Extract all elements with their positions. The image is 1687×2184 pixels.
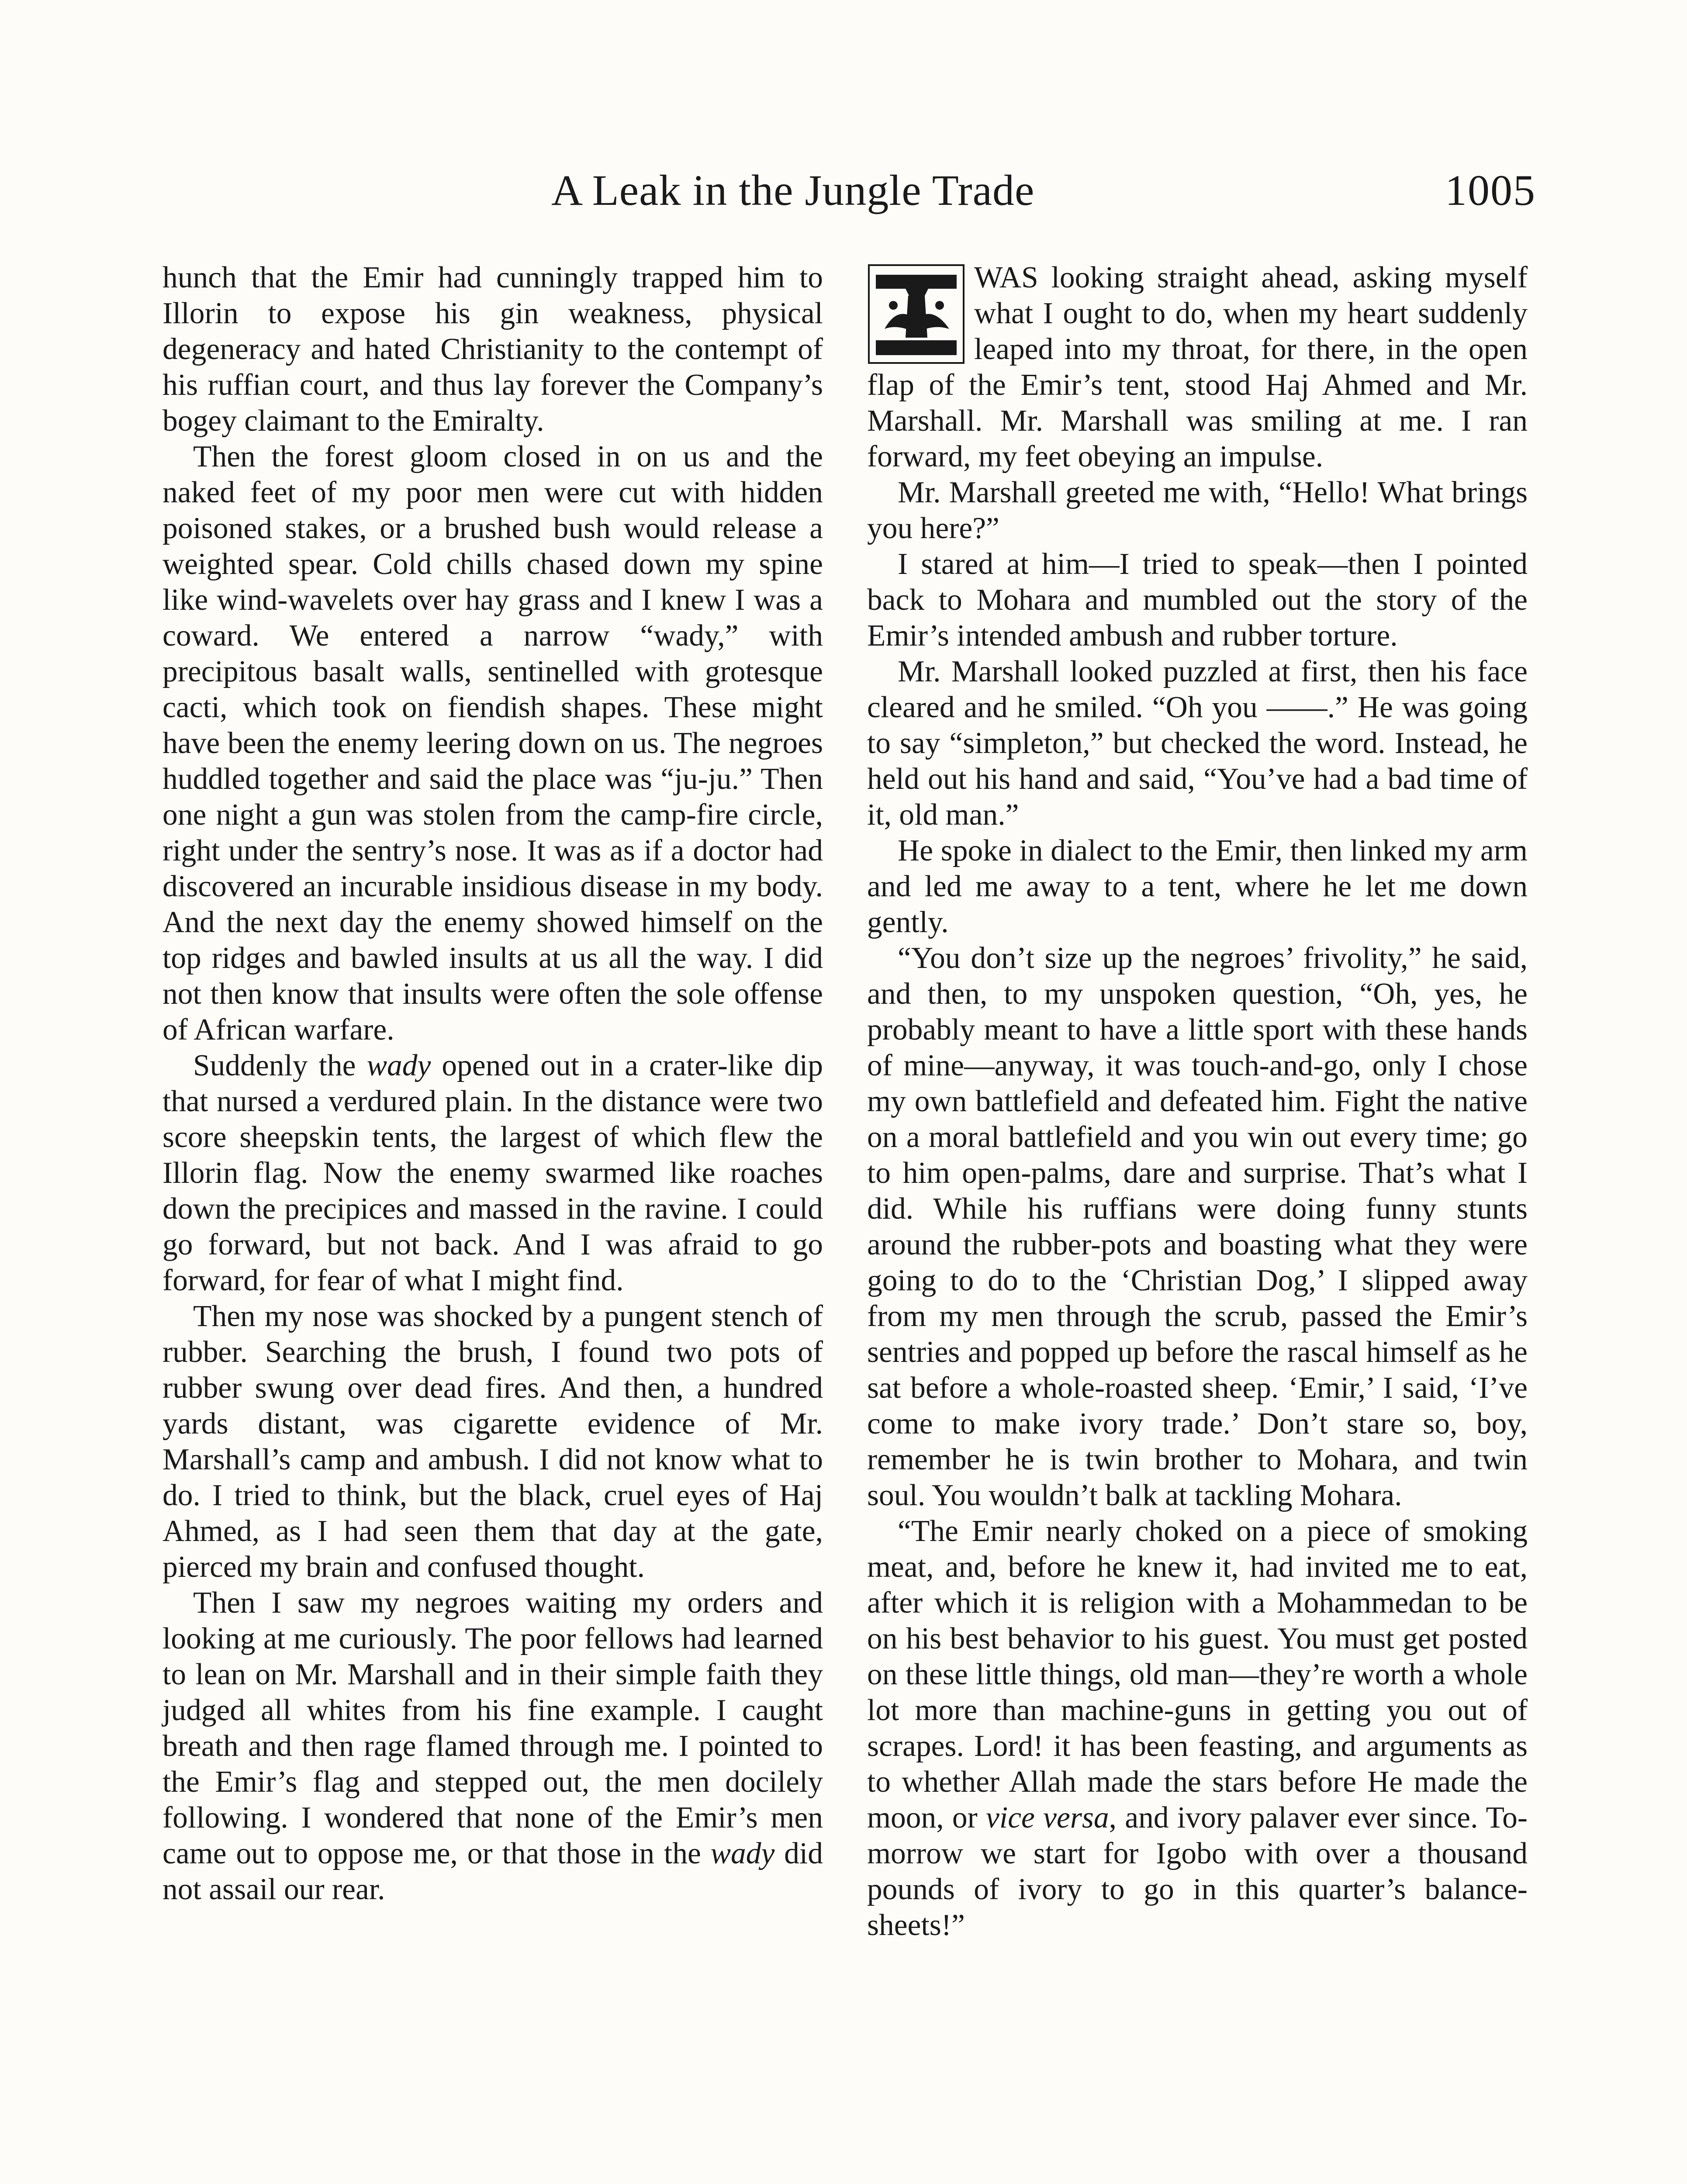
paragraph bbox=[867, 260, 1528, 475]
paragraph: Mr. Marshall greeted me with, “Hello! What brings you here?” bbox=[867, 476, 1528, 545]
text-run: Suddenly the bbox=[193, 1049, 367, 1082]
paragraph: Then my nose was shocked by a pungent stench of rubber. Searching the brush, I found two pots of rubber swung over dead fires. And then, a hundred yards distant, was cigarette evidence of Mr. Marshall’s camp and ambush. I did not know what to do. I tried to think, but the black, cruel eyes of Haj Ahmed, as I had seen them that day at the gate, pierced my brain and confused thought. bbox=[162, 1299, 823, 1584]
paragraph: “You don’t size up the negroes’ frivolity,” he said, and then, to my unspoken question, “Oh, yes, he probably meant to have a little sport with these hands of mine—anyway, it was touch-and-go, only I chose my own battlefield and defeated him. Fight the native on a moral battlefield and you win out every time; go to him open-palms, dare and surprise. That’s what I did. While his ruffians were doing funny stunts around the rubber-pots and boasting what they were going to do to the ‘Christian Dog,’ I slipped away from my men through the scrub, passed the Emir’s sentries and popped up before the rascal himself as he sat before a whole-roasted sheep. ‘Emir,’ I said, ‘I’ve come to make ivory trade.’ Don’t stare so, boy, remember he is twin brother to Mohara, and twin soul. You wouldn’t balk at tackling Mohara. bbox=[867, 941, 1528, 1512]
paragraph: I stared at him—I tried to speak—then I pointed back to Mohara and mumbled out the story of the Emir’s intended ambush and rubber torture. bbox=[867, 547, 1528, 653]
paragraph bbox=[867, 1514, 1528, 1943]
paragraph: Then the forest gloom closed in on us and the naked feet of my poor men were cut with hidden poisoned stakes, or a brushed bush would release a weighted spear. Cold chills chased down my spine like wind-wavelets over hay grass and I knew I was a coward. We entered a narrow “wady,” with precipitous basalt walls, sentinelled with grotesque cacti, which took on fiendish shapes. These might have been the enemy leering down on us. The negroes huddled together and said the place was “ju-ju.” Then one night a gun was stolen from the camp-fire circle, right under the sentry’s nose. It was as if a doctor had discovered an incurable insidious disease in my body. And the next day the enemy showed himself on the top ridges and bawled insults at us all the way. I did not then know that insults were often the sole offense of African warfare. bbox=[162, 440, 823, 1047]
page-number: 1005 bbox=[1445, 166, 1536, 214]
right-column bbox=[867, 260, 1528, 1943]
running-title: A Leak in the Jungle Trade bbox=[551, 166, 1035, 214]
ornamental-initial-i-icon bbox=[867, 263, 965, 365]
paragraph: hunch that the Emir had cunningly trapped him to Illorin to expose his gin weakness, physical degeneracy and hated Christianity to the contempt of his ruffian court, and thus lay forever the Company’s bogey claimant to the Emiralty. bbox=[162, 261, 823, 438]
paragraph: Mr. Marshall looked puzzled at first, then his face cleared and he smiled. “Oh you ——.” He was going to say “simpleton,” but checked the word. Instead, he held out his hand and said, “You’ve had a bad time of it, old man.” bbox=[867, 655, 1528, 832]
text-run: opened out in a crater-like dip that nursed a verdured plain. In the distance were two score sheepskin tents, the largest of which flew the Illorin flag. Now the enemy swarmed like roaches down the precipices and massed in the ravine. I could go forward, but not back. And I was afraid to go forward, for fear of what I might find. bbox=[162, 1049, 823, 1297]
text-run: WAS looking straight ahead, asking myself what I ought to do, when my heart suddenly leaped into my throat, for there, in the open flap of the Emir’s tent, stood Haj Ahmed and Mr. Marshall. Mr. Marshall was smiling at me. I ran forward, my feet obeying an impulse. bbox=[867, 261, 1528, 473]
text-run: did not assail our rear. bbox=[162, 1837, 823, 1906]
italic-term: wady bbox=[366, 1049, 431, 1082]
paragraph bbox=[162, 1585, 823, 1908]
text-run: “The Emir nearly choked on a piece of smoking meat, and, before he knew it, had invited me to eat, after which it is religion with a Mohammedan to be on his best behavior to his guest. You must get posted on these little things, old man—they’re worth a whole lot more than machine-guns in getting you out of scrapes. Lord! it has been feasting, and arguments as to whether Allah made the stars before He made the moon, or bbox=[867, 1514, 1528, 1835]
paragraph bbox=[162, 1048, 823, 1299]
italic-term: vice versa bbox=[986, 1801, 1109, 1835]
paragraph: He spoke in dialect to the Emir, then linked my arm and led me away to a tent, where he let me down gently. bbox=[867, 834, 1528, 939]
text-run: Then I saw my negroes waiting my orders and looking at me curiously. The poor fellows had learned to lean on Mr. Marshall and in their simple faith they judged all whites from his fine example. I caught breath and then rage flamed through me. I pointed to the Emir’s flag and stepped out, the men docilely following. I wondered that none of the Emir’s men came out to oppose me, or that those in the bbox=[162, 1586, 823, 1870]
text-run: , and ivory palaver ever since. To-morrow we start for Igobo with over a thousand pounds of ivory to go in this quarter’s balance-sheets!” bbox=[867, 1801, 1528, 1942]
italic-term: wady bbox=[710, 1837, 775, 1870]
left-column bbox=[162, 260, 823, 1908]
